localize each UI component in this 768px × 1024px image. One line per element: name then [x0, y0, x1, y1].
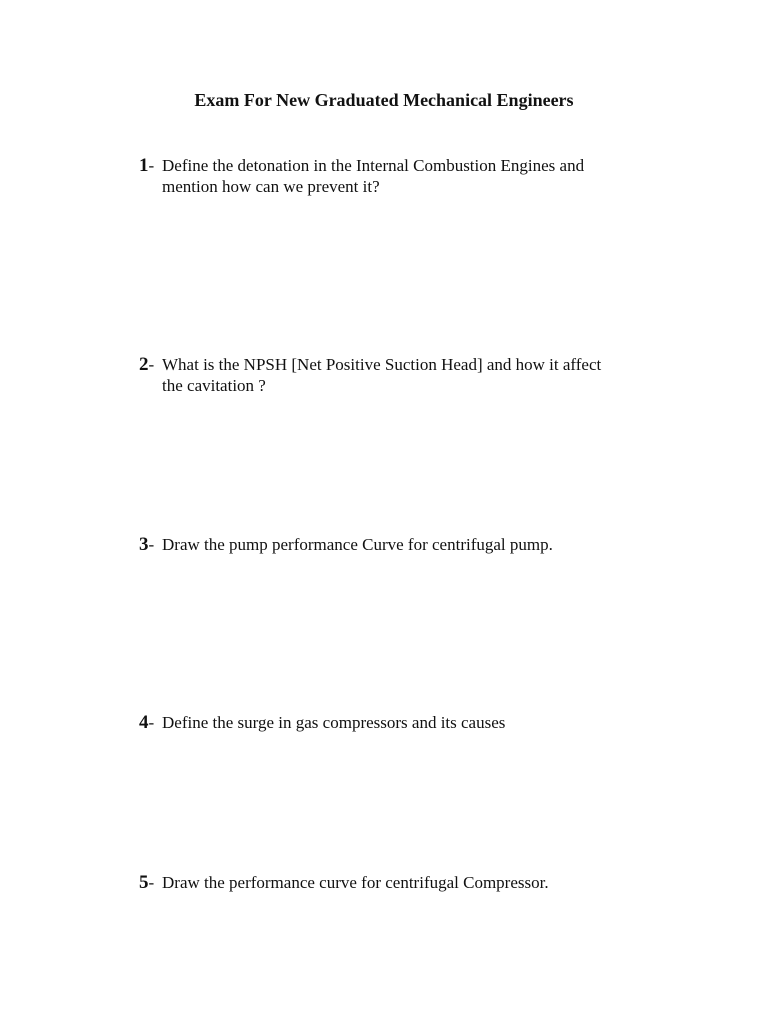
- question-2: [139, 354, 639, 396]
- question-text: Draw the performance curve for centrifugal Compressor.: [162, 873, 549, 892]
- question-1: [139, 155, 639, 197]
- question-number: 1-: [139, 155, 155, 176]
- question-number: 3-: [139, 534, 155, 555]
- question-number: 2-: [139, 354, 155, 375]
- question-4: [139, 712, 639, 733]
- question-text: Define the surge in gas compressors and its causes: [162, 713, 506, 732]
- question-number: 4-: [139, 712, 155, 733]
- question-number: 5-: [139, 872, 155, 893]
- question-text: Draw the pump performance Curve for centrifugal pump.: [162, 535, 553, 554]
- question-5: [139, 872, 639, 893]
- question-text: Define the detonation in the Internal Combustion Engines and mention how can we prevent it?: [162, 156, 585, 196]
- question-3: [139, 534, 639, 555]
- question-text: What is the NPSH [Net Positive Suction Head] and how it affect the cavitation ?: [162, 355, 602, 395]
- page-title: Exam For New Graduated Mechanical Engineers: [194, 90, 574, 110]
